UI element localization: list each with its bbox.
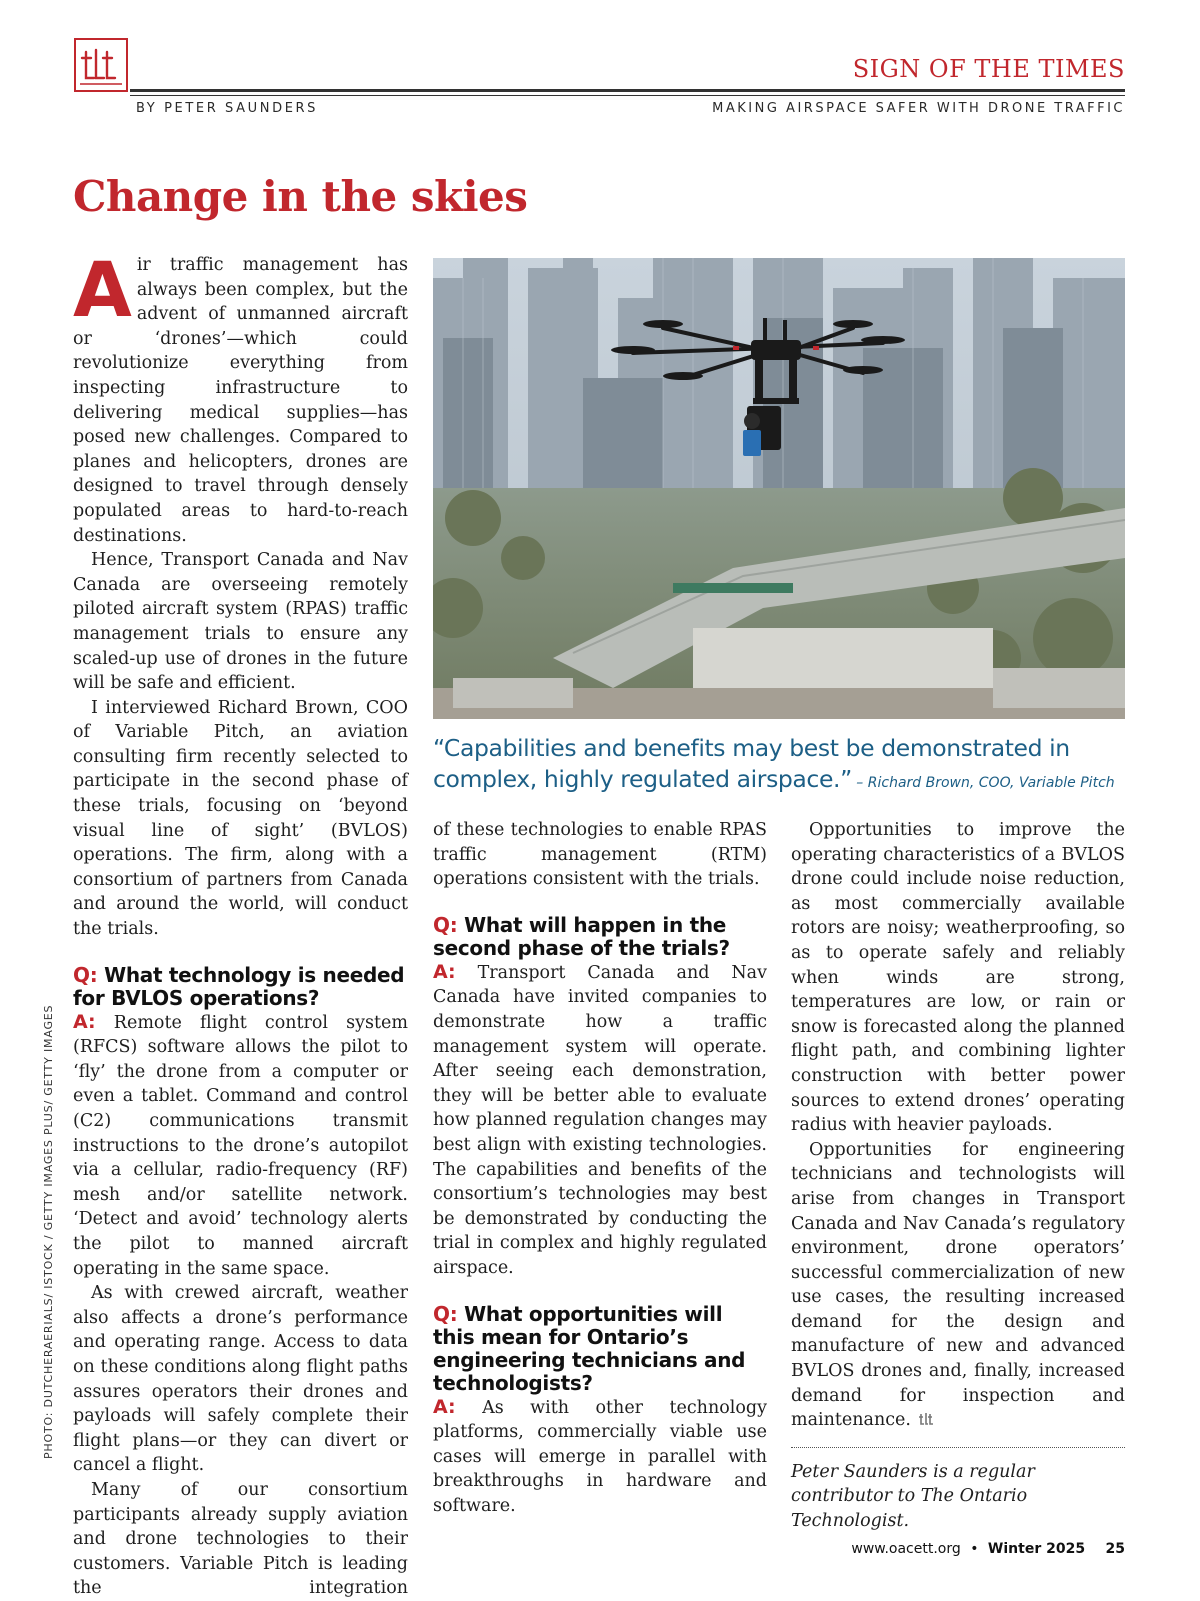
answer-label: A: <box>433 960 456 983</box>
footer-issue: Winter 2025 <box>987 1541 1086 1557</box>
header-rule <box>130 89 1125 92</box>
article-column-1 <box>73 245 408 1601</box>
answer-paragraph <box>433 960 767 1281</box>
author-bio: Peter Saunders is a regular contributor to The Ontario Technologist. <box>791 1461 1035 1532</box>
body-paragraph <box>791 1138 1125 1433</box>
answer-label: A: <box>73 1010 96 1033</box>
body-paragraph: of these technologies to enable RPAS traffic management (RTM) operations consistent with the trials. <box>433 820 767 890</box>
pull-quote-text: “Capabilities and benefits may best be demonstrated in complex, highly regulated airspace.” <box>433 734 1070 793</box>
question-label: Q: <box>433 1301 458 1326</box>
header-rule-thin <box>130 95 1125 96</box>
end-mark-icon <box>917 1412 935 1426</box>
drone-city-photo <box>433 258 1125 719</box>
question-heading <box>73 964 408 1010</box>
answer-text: Transport Canada and Nav Canada have invited companies to demonstrate how a traffic management system will operate. After seeing each demonstration, they will be better able to evaluate how planned regulation changes may best align with existing technologies. The capabilities and benefits of the consortium’s technologies may best be demonstrated by conducting the trial in complex and highly regulated airspace. <box>433 962 767 1278</box>
answer-paragraph <box>73 1010 408 1282</box>
closing-text: Opportunities for engineering technicians and technologists will arise from changes in Transport Canada and Nav Canada’s regulatory environment, drone operators’ successful commercialization of new use cases, the resulting increased demand for the design and manufacture of new and advanced BVLOS drones and, finally, increased demand for inspection and maintenance. <box>791 1139 1125 1431</box>
question-label: Q: <box>433 912 458 937</box>
question-text: What will happen in the second phase of the trials? <box>433 912 730 960</box>
pull-quote-attribution: – Richard Brown, COO, Variable Pitch <box>851 775 1115 791</box>
footer-bullet: • <box>970 1541 979 1557</box>
answer-text: As with other technology platforms, commercially viable use cases will emerge in parallel with breakthroughs in hardware and software. <box>433 1397 767 1516</box>
footer-url: www.oacett.org <box>851 1541 961 1557</box>
body-paragraph: As with crewed aircraft, weather also affects a drone’s performance and operating range. Access to data on these conditions along flight paths assures operators their drones and payloads will safely complete their flight plans—or they can divert or cancel a flight. <box>73 1283 408 1476</box>
page-number: 25 <box>1105 1541 1125 1557</box>
question-text: What technology is needed for BVLOS operations? <box>73 962 405 1010</box>
answer-paragraph <box>433 1395 767 1519</box>
drop-cap: A <box>73 245 132 334</box>
body-paragraph: Hence, Transport Canada and Nav Canada are overseeing remotely piloted aircraft system (RPAS) traffic management trials to ensure any scaled-up use of drones in the future will be safe and efficient. <box>73 550 408 694</box>
page-footer <box>851 1541 1125 1557</box>
article-column-2 <box>433 818 767 1518</box>
magazine-logo-icon <box>74 38 128 92</box>
section-title: SIGN OF THE TIMES <box>852 55 1125 83</box>
topic-kicker: MAKING AIRSPACE SAFER WITH DRONE TRAFFIC <box>712 101 1125 116</box>
question-text: What opportunities will this mean for Ontario’s engineering technicians and technologists? <box>433 1301 746 1395</box>
article-headline: Change in the skies <box>73 172 528 221</box>
question-label: Q: <box>73 962 98 987</box>
intro-text: ir traffic management has always been complex, but the advent of unmanned aircraft or ‘drones’—which could revolutionize everything from inspecting infrastructure to delivering medical supplies—has posed new challenges. Compared to planes and helicopters, drones are designed to travel through densely populated areas to hard-to-reach destinations. <box>73 255 408 546</box>
answer-text: Remote flight control system (RFCS) software allows the pilot to ‘fly’ the drone from a computer or even a tablet. Command and control (C2) communications transmit instructions to the drone’s autopilot via a cellular, radio-frequency (RF) mesh and/or satellite network. ‘Detect and avoid’ technology alerts the pilot to manned aircraft operating in the same space. <box>73 1012 408 1279</box>
byline: BY PETER SAUNDERS <box>136 101 318 116</box>
answer-label: A: <box>433 1395 456 1418</box>
bio-divider <box>791 1447 1125 1448</box>
body-paragraph: I interviewed Richard Brown, COO of Variable Pitch, an aviation consulting firm recently selected to participate in the second phase of these trials, focusing on ‘beyond visual line of sight’ (BVLOS) operations. The firm, along with a consortium of partners from Canada and around the world, will conduct the trials. <box>73 697 408 940</box>
photo-credit: PHOTO: DUTCHERAERIALS/ ISTOCK / GETTY IMAGES PLUS/ GETTY IMAGES <box>42 1004 55 1459</box>
question-heading <box>433 914 767 960</box>
body-paragraph: Many of our consortium participants already supply aviation and drone technologies to their customers. Variable Pitch is leading the integration <box>73 1479 408 1599</box>
article-column-3 <box>791 818 1125 1534</box>
pull-quote <box>433 733 1143 799</box>
intro-paragraph <box>73 245 408 548</box>
body-paragraph: Opportunities to improve the operating characteristics of a BVLOS drone could include noise reduction, as most commercially available rotors are noisy; weatherproofing, so as to operate safely and reliably when winds are strong, temperatures are low, or rain or snow is forecasted along the planned flight path, and combining lighter construction with better power sources to extend drones’ operating radius with heavier payloads. <box>791 820 1125 1136</box>
question-heading <box>433 1303 767 1395</box>
